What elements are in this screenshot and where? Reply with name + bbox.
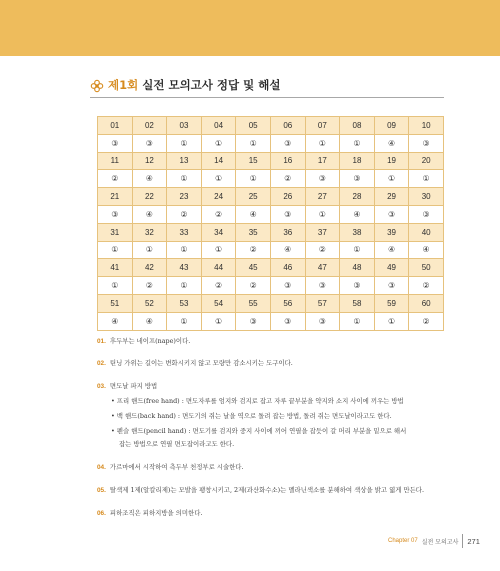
note-number: 04. <box>97 464 106 471</box>
top-color-band <box>0 0 500 56</box>
note-06 <box>97 508 202 517</box>
section-title <box>90 75 280 95</box>
question-number-cell: 44 <box>201 259 236 277</box>
question-number-cell: 40 <box>409 223 444 241</box>
question-number-cell: 22 <box>132 188 167 206</box>
answer-cell: ① <box>201 241 236 259</box>
answer-cell: ④ <box>340 205 375 223</box>
answer-cell: ① <box>305 134 340 152</box>
question-number-cell: 15 <box>236 152 271 170</box>
question-number-cell: 55 <box>236 294 271 312</box>
question-number-row <box>98 188 444 206</box>
note-04 <box>97 462 244 471</box>
question-number-cell: 59 <box>374 294 409 312</box>
answer-cell: ② <box>305 241 340 259</box>
note-03-bullet-pencil-hand: • 펜슬 핸드(pencil hand) : 면도기를 검지와 중지 사이에 끼어 연필을 잡듯이 갈 머리 부분을 밑으로 해서 <box>111 427 407 435</box>
answer-cell: ① <box>201 134 236 152</box>
question-number-cell: 10 <box>409 117 444 135</box>
note-number: 06. <box>97 510 106 517</box>
answer-cell: ① <box>98 277 133 295</box>
answer-cell: ③ <box>409 134 444 152</box>
answer-cell: ② <box>409 312 444 330</box>
note-03-bullet-pencil-hand-cont: 잡는 방법으로 연필 면도잡이라고도 한다. <box>119 440 235 448</box>
answer-row <box>98 277 444 295</box>
question-number-cell: 60 <box>409 294 444 312</box>
question-number-cell: 04 <box>201 117 236 135</box>
question-number-cell: 29 <box>374 188 409 206</box>
note-01 <box>97 336 190 345</box>
page-footer <box>388 535 480 547</box>
answer-cell: ① <box>340 134 375 152</box>
question-number-cell: 34 <box>201 223 236 241</box>
question-number-cell: 41 <box>98 259 133 277</box>
question-number-cell: 27 <box>305 188 340 206</box>
answer-cell: ① <box>305 205 340 223</box>
question-number-cell: 49 <box>374 259 409 277</box>
answer-cell: ③ <box>374 277 409 295</box>
answer-cell: ③ <box>340 170 375 188</box>
note-text: 면도날 파지 방법 <box>109 382 158 390</box>
question-number-cell: 43 <box>167 259 202 277</box>
answer-cell: ② <box>270 170 305 188</box>
question-number-cell: 54 <box>201 294 236 312</box>
answer-row <box>98 312 444 330</box>
page-title: 실전 모의고사 정답 및 해설 <box>142 78 281 92</box>
question-number-row <box>98 259 444 277</box>
question-number-cell: 06 <box>270 117 305 135</box>
question-number-cell: 01 <box>98 117 133 135</box>
note-03-bullet-back-hand: • 백 핸드(back hand) : 면도기의 쥐는 날을 역으로 돌려 잡는 방법, 돌려 쥐는 면도날이라고도 한다. <box>111 412 392 420</box>
answer-row <box>98 170 444 188</box>
answer-cell: ① <box>409 170 444 188</box>
answer-row <box>98 134 444 152</box>
footer-divider <box>462 534 463 548</box>
flower-icon <box>90 78 104 92</box>
question-number-cell: 13 <box>167 152 202 170</box>
note-03 <box>97 381 157 390</box>
question-number-cell: 53 <box>167 294 202 312</box>
question-number-cell: 35 <box>236 223 271 241</box>
answer-cell: ④ <box>374 241 409 259</box>
answer-cell: ④ <box>132 170 167 188</box>
question-number-cell: 42 <box>132 259 167 277</box>
answer-cell: ④ <box>374 134 409 152</box>
answer-cell: ③ <box>305 170 340 188</box>
question-number-row <box>98 223 444 241</box>
question-number-cell: 50 <box>409 259 444 277</box>
answer-cell: ③ <box>270 134 305 152</box>
footer-chapter: Chapter 07 <box>388 538 418 544</box>
question-number-cell: 56 <box>270 294 305 312</box>
answer-cell: ① <box>340 312 375 330</box>
answer-cell: ① <box>374 312 409 330</box>
note-text: 후두부는 네이프(nape)이다. <box>109 337 191 345</box>
question-number-cell: 25 <box>236 188 271 206</box>
note-text: 탈색제 1제(알칼리제)는 모발을 팽창시키고, 2제(과산화수소)는 멜라닌색소를 분해하여 색상을 밝고 엷게 만든다. <box>109 486 424 494</box>
question-number-cell: 45 <box>236 259 271 277</box>
answer-cell: ① <box>167 312 202 330</box>
answer-cell: ② <box>167 205 202 223</box>
question-number-cell: 14 <box>201 152 236 170</box>
question-number-cell: 20 <box>409 152 444 170</box>
question-number-cell: 23 <box>167 188 202 206</box>
answer-row <box>98 205 444 223</box>
question-number-row <box>98 117 444 135</box>
answer-cell: ③ <box>270 277 305 295</box>
note-number: 01. <box>97 338 106 345</box>
title-accent: 제1회 <box>108 78 139 92</box>
note-text: 틴닝 가위는 길이는 변화시키지 않고 모량만 감소시키는 도구이다. <box>109 359 293 367</box>
title-divider <box>90 97 444 98</box>
question-number-cell: 32 <box>132 223 167 241</box>
question-number-cell: 09 <box>374 117 409 135</box>
answer-cell: ① <box>201 170 236 188</box>
answer-cell: ② <box>236 277 271 295</box>
question-number-cell: 26 <box>270 188 305 206</box>
answer-cell: ④ <box>270 241 305 259</box>
answer-cell: ① <box>167 277 202 295</box>
question-number-cell: 05 <box>236 117 271 135</box>
answer-cell: ② <box>98 170 133 188</box>
note-05 <box>97 485 424 494</box>
note-text: 가르마에서 시작하여 측두부 천정부로 시술한다. <box>109 463 244 471</box>
answer-row <box>98 241 444 259</box>
answer-cell: ① <box>201 312 236 330</box>
question-number-cell: 18 <box>340 152 375 170</box>
answer-cell: ③ <box>270 312 305 330</box>
answer-cell: ① <box>340 241 375 259</box>
question-number-cell: 38 <box>340 223 375 241</box>
answer-cell: ④ <box>132 205 167 223</box>
answer-cell: ③ <box>132 134 167 152</box>
note-02 <box>97 358 293 367</box>
answer-cell: ③ <box>270 205 305 223</box>
question-number-cell: 47 <box>305 259 340 277</box>
page-number: 271 <box>467 536 480 546</box>
question-number-cell: 03 <box>167 117 202 135</box>
question-number-row <box>98 152 444 170</box>
answer-cell: ② <box>201 205 236 223</box>
question-number-cell: 02 <box>132 117 167 135</box>
note-number: 02. <box>97 360 106 367</box>
question-number-cell: 33 <box>167 223 202 241</box>
question-number-cell: 07 <box>305 117 340 135</box>
note-number: 05. <box>97 487 106 494</box>
answer-cell: ② <box>409 277 444 295</box>
answer-cell: ④ <box>132 312 167 330</box>
question-number-cell: 28 <box>340 188 375 206</box>
answer-cell: ② <box>236 241 271 259</box>
question-number-cell: 16 <box>270 152 305 170</box>
question-number-cell: 24 <box>201 188 236 206</box>
question-number-cell: 30 <box>409 188 444 206</box>
question-number-cell: 46 <box>270 259 305 277</box>
answer-cell: ① <box>236 170 271 188</box>
question-number-cell: 17 <box>305 152 340 170</box>
answer-cell: ① <box>374 170 409 188</box>
question-number-cell: 51 <box>98 294 133 312</box>
answer-cell: ① <box>167 134 202 152</box>
question-number-cell: 21 <box>98 188 133 206</box>
answer-cell: ① <box>98 241 133 259</box>
answer-cell: ③ <box>236 312 271 330</box>
answer-cell: ① <box>167 170 202 188</box>
answer-cell: ③ <box>340 277 375 295</box>
question-number-cell: 19 <box>374 152 409 170</box>
question-number-cell: 08 <box>340 117 375 135</box>
question-number-cell: 52 <box>132 294 167 312</box>
answer-cell: ③ <box>305 312 340 330</box>
answer-cell: ② <box>201 277 236 295</box>
answer-cell: ② <box>132 277 167 295</box>
question-number-cell: 12 <box>132 152 167 170</box>
answer-cell: ④ <box>236 205 271 223</box>
answer-cell: ① <box>236 134 271 152</box>
question-number-cell: 57 <box>305 294 340 312</box>
note-03-bullet-free-hand: • 프리 핸드(free hand) : 면도자루를 엄지와 검지로 잡고 자루 끝부분을 약지와 소지 사이에 끼우는 방법 <box>111 397 404 405</box>
question-number-cell: 37 <box>305 223 340 241</box>
answer-cell: ③ <box>98 134 133 152</box>
answer-cell: ① <box>167 241 202 259</box>
answer-cell: ① <box>132 241 167 259</box>
answer-cell: ③ <box>409 205 444 223</box>
note-number: 03. <box>97 383 106 390</box>
question-number-cell: 48 <box>340 259 375 277</box>
footer-subject: 실전 모의고사 <box>421 538 459 546</box>
answer-cell: ④ <box>409 241 444 259</box>
note-text: 피하조직은 피하지방을 의미한다. <box>109 509 203 517</box>
answer-cell: ③ <box>98 205 133 223</box>
question-number-row <box>98 294 444 312</box>
answer-cell: ③ <box>305 277 340 295</box>
question-number-cell: 11 <box>98 152 133 170</box>
question-number-cell: 36 <box>270 223 305 241</box>
question-number-cell: 31 <box>98 223 133 241</box>
question-number-cell: 39 <box>374 223 409 241</box>
answer-cell: ④ <box>98 312 133 330</box>
question-number-cell: 58 <box>340 294 375 312</box>
answer-table <box>97 116 444 331</box>
answer-cell: ③ <box>374 205 409 223</box>
